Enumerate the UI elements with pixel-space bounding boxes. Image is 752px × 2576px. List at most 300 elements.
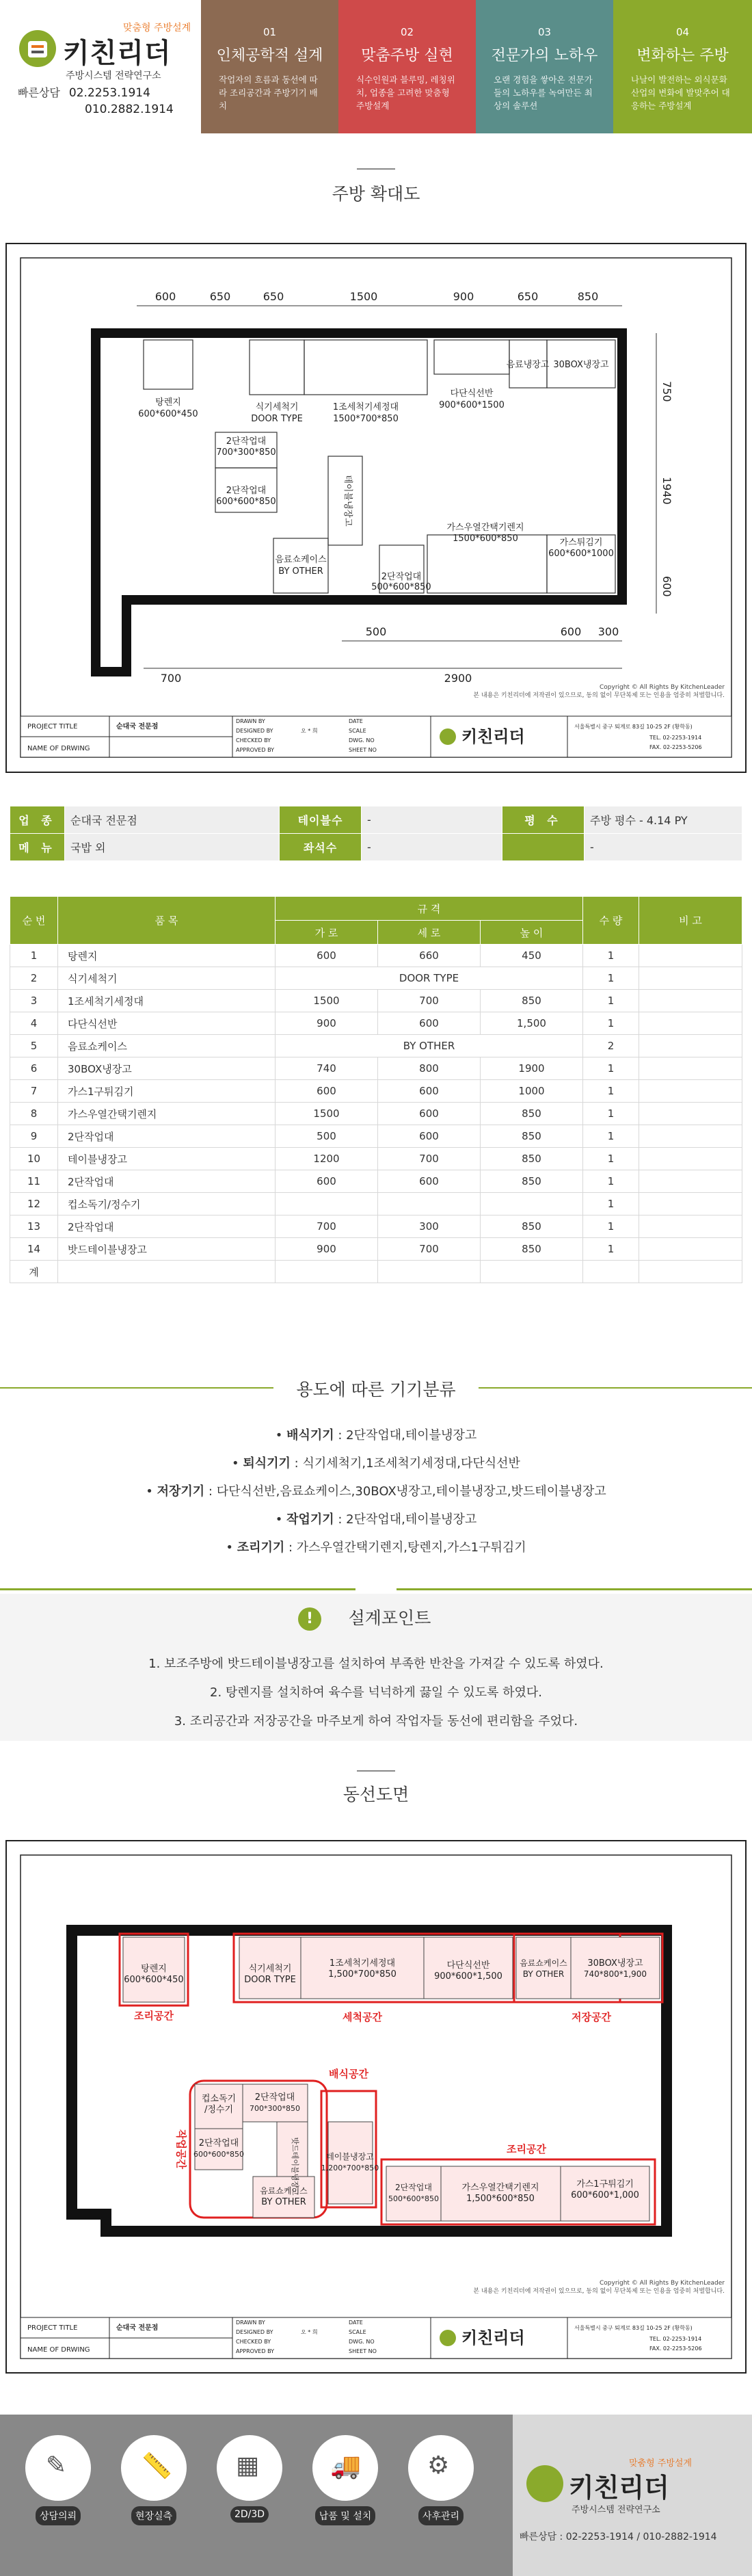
cell-note xyxy=(639,1012,742,1035)
cell-no: 2 xyxy=(10,967,58,990)
tb-fax: FAX. 02-2253-5206 xyxy=(649,2345,702,2352)
cell-qty: 1 xyxy=(583,1148,639,1170)
brand-logo[interactable] xyxy=(0,0,198,133)
footer-btn-delivery[interactable] xyxy=(308,2435,383,2545)
flow-label: 컵소독기 xyxy=(201,2094,237,2104)
cell-height: 850 xyxy=(481,1215,583,1238)
flow-spec: DOOR TYPE xyxy=(244,1975,296,1985)
cell-width xyxy=(276,1261,378,1283)
flow-spec: 1,500*700*850 xyxy=(328,1969,397,1980)
tb-sheet: SHEET NO xyxy=(349,2348,377,2354)
cell-depth: 700 xyxy=(378,990,481,1012)
zone-washing: 세척공간 xyxy=(343,2011,382,2023)
cell-qty: 1 xyxy=(583,1103,639,1125)
col-spec: 규 격 xyxy=(276,897,583,921)
col-height: 높 이 xyxy=(481,921,583,945)
footer-btn-consult[interactable] xyxy=(21,2435,96,2545)
dp-line-left xyxy=(0,1588,355,1590)
footer-sub: 주방시스템 전략연구소 xyxy=(572,2505,660,2515)
cell-no: 13 xyxy=(10,1215,58,1238)
feature-title: 맞춤주방 실현 xyxy=(361,47,453,64)
footer-btn-label: 납품 및 설치 xyxy=(315,2506,376,2525)
table-row xyxy=(10,1057,742,1080)
info-label-menu: 메 뉴 xyxy=(10,834,65,861)
tb-brand: 키친리더 xyxy=(461,2328,525,2348)
zone-cooking-1: 조리공간 xyxy=(134,2010,174,2022)
dim-top-6: 650 xyxy=(517,290,539,303)
table-row xyxy=(10,1170,742,1193)
tb-date: DATE xyxy=(349,2319,363,2326)
cell-note xyxy=(639,1148,742,1170)
feature-desc: 작업자의 흐름과 동선에 따라 조리공간과 주방기기 배치 xyxy=(219,75,318,111)
cell-no: 3 xyxy=(10,990,58,1012)
flow-label: 다단식선반 xyxy=(446,1960,490,1971)
dim-bottom-2: 600 xyxy=(560,625,582,638)
cell-item: 가스1구튀김기 xyxy=(58,1080,276,1103)
tb-designed: DESIGNED BY xyxy=(236,2329,273,2335)
flow-label: 가스우열간택기렌지 xyxy=(461,2183,539,2193)
table-row xyxy=(10,1103,742,1125)
dim-bottom-3: 300 xyxy=(597,625,619,638)
eq-spec: 1500*700*850 xyxy=(333,414,399,424)
flow-spec: 500*600*850 xyxy=(388,2194,439,2203)
cell-qty: 1 xyxy=(583,1170,639,1193)
zone-cooking-2: 조리공간 xyxy=(507,2143,546,2155)
dim-bottom-4: 700 xyxy=(160,672,182,685)
cell-note xyxy=(639,967,742,990)
consult-phone-1: 02.2253.1914 xyxy=(68,86,150,100)
eq-label: 가스튀김기 xyxy=(559,538,603,548)
cell-item xyxy=(58,1261,276,1283)
zone-serving: 배식공간 xyxy=(329,2068,368,2080)
table-row xyxy=(10,1148,742,1170)
col-item: 품 목 xyxy=(58,897,276,945)
cell-width xyxy=(276,1193,378,1215)
cell-width: 1200 xyxy=(276,1148,378,1170)
footer-btn-2d3d[interactable] xyxy=(212,2435,287,2545)
copyright-note: 본 내용은 키친리더에 저작권이 있으므로, 동의 없이 무단복제 또는 인용을 엄중히 처벌합니다. xyxy=(473,2288,725,2295)
footer-logo-icon xyxy=(526,2465,563,2502)
col-no: 순 번 xyxy=(10,897,58,945)
dim-top-1: 600 xyxy=(155,290,176,303)
tb-address: 서울특별시 중구 퇴계로 83길 10-25 2F (황학동) xyxy=(574,724,693,730)
feature-card-2[interactable] xyxy=(338,0,476,133)
tb-scale: SCALE xyxy=(349,2329,366,2335)
cell-no: 11 xyxy=(10,1170,58,1193)
cell-item: 2단작업대 xyxy=(58,1215,276,1238)
tb-project-label: PROJECT TITLE xyxy=(27,2324,78,2332)
flow-spec: /정수기 xyxy=(204,2105,234,2115)
col-note: 비 고 xyxy=(639,897,742,945)
table-row xyxy=(10,945,742,967)
cell-depth xyxy=(378,1261,481,1283)
cell-width: 1500 xyxy=(276,990,378,1012)
eq-label: 다단식선반 xyxy=(450,389,494,399)
cell-depth: 660 xyxy=(378,945,481,967)
dim-top-7: 850 xyxy=(577,290,599,303)
feature-card-1[interactable] xyxy=(201,0,338,133)
col-width: 가 로 xyxy=(276,921,378,945)
cell-depth xyxy=(378,1193,481,1215)
cell-qty: 1 xyxy=(583,1193,639,1215)
tb-designer: 오 * 희 xyxy=(301,2329,318,2335)
cell-qty: 1 xyxy=(583,967,639,990)
logo-subtitle: 주방시스템 전략연구소 xyxy=(66,70,161,81)
footer-contact: 빠른상담 : 02-2253-1914 / 010-2882-1914 xyxy=(520,2532,717,2542)
cell-spec-span: BY OTHER xyxy=(276,1035,583,1057)
table-row xyxy=(10,1035,742,1057)
table-row xyxy=(10,1238,742,1261)
footer-btn-label: 사후관리 xyxy=(418,2506,464,2525)
tb-project-title: 순대국 전문점 xyxy=(116,723,159,731)
cell-item: 테이블냉장고 xyxy=(58,1148,276,1170)
info-value-menu: 국밥 외 xyxy=(65,834,280,861)
tb-designer: 오 * 희 xyxy=(301,728,318,734)
kitchen-plan-drawing xyxy=(5,243,747,773)
cell-note xyxy=(639,1238,742,1261)
info-value-area: 주방 평수 - 4.14 PY xyxy=(585,806,742,834)
cell-spec-span: DOOR TYPE xyxy=(276,967,583,990)
usage-item: • 저장기기 : 다단식선반,음료쇼케이스,30BOX냉장고,테이블냉장고,밧드테이블냉장고 xyxy=(146,1484,606,1499)
kitchen-plan-svg xyxy=(7,244,745,772)
cell-width: 900 xyxy=(276,1238,378,1261)
cell-qty: 1 xyxy=(583,1215,639,1238)
table-row xyxy=(10,1215,742,1238)
dim-right-1: 750 xyxy=(660,381,673,402)
footer-btn-label: 상담의뢰 xyxy=(36,2506,81,2525)
cell-no: 10 xyxy=(10,1148,58,1170)
cell-no: 1 xyxy=(10,945,58,967)
tb-name-label: NAME OF DRWING xyxy=(27,745,90,752)
cell-item: 밧드테이블냉장고 xyxy=(58,1238,276,1261)
eq-spec: DOOR TYPE xyxy=(251,414,303,424)
flow-spec: 1,200*700*850 xyxy=(321,2164,379,2172)
cell-height: 850 xyxy=(481,1125,583,1148)
eq-spec: 700*300*850 xyxy=(216,447,276,458)
feature-title: 변화하는 주방 xyxy=(636,47,729,64)
tb-drawn: DRAWN BY xyxy=(236,718,265,724)
cell-item: 가스우열간택기렌지 xyxy=(58,1103,276,1125)
cell-height xyxy=(481,1261,583,1283)
quick-consult xyxy=(18,85,174,118)
table-row xyxy=(10,1261,742,1283)
tb-name-label: NAME OF DRWING xyxy=(27,2346,90,2354)
cell-item: 음료쇼케이스 xyxy=(58,1035,276,1057)
eq-label: 식기세척기 xyxy=(255,402,299,412)
info-value-extra: - xyxy=(585,834,742,861)
tb-sheet: SHEET NO xyxy=(349,747,377,753)
equipment-spec-table xyxy=(10,896,742,1283)
flow-plan-svg xyxy=(7,1841,745,2372)
col-qty: 수 량 xyxy=(583,897,639,945)
table-row xyxy=(10,1125,742,1148)
eq-label: 2단작업대 xyxy=(226,486,267,496)
tb-checked: CHECKED BY xyxy=(236,2339,271,2345)
tb-drawn: DRAWN BY xyxy=(236,2319,265,2326)
cell-qty: 1 xyxy=(583,1012,639,1035)
cell-depth: 600 xyxy=(378,1103,481,1125)
tb-fax: FAX. 02-2253-5206 xyxy=(649,744,702,750)
tb-designed: DESIGNED BY xyxy=(236,728,273,734)
consult-phone-2: 010.2882.1914 xyxy=(85,103,174,116)
cell-depth: 300 xyxy=(378,1215,481,1238)
truck-icon: 🚚 xyxy=(312,2435,378,2501)
cell-qty: 1 xyxy=(583,1238,639,1261)
cell-note xyxy=(639,1035,742,1057)
eq-spec: 600*600*850 xyxy=(216,497,276,507)
cell-qty xyxy=(583,1261,639,1283)
eq-spec: 600*600*1000 xyxy=(548,549,614,559)
flow-spec: 900*600*1,500 xyxy=(434,1971,502,1982)
flow-label: 30BOX냉장고 xyxy=(587,1958,643,1969)
info-value-upjong: 순대국 전문점 xyxy=(65,806,280,834)
cell-no: 4 xyxy=(10,1012,58,1035)
table-row xyxy=(10,1012,742,1035)
design-point-item: 3. 조리공간과 저장공간을 마주보게 하여 작업자들 동선에 편리함을 주었다. xyxy=(174,1714,578,1729)
table-row xyxy=(10,1080,742,1103)
design-point-item: 1. 보조주방에 밧드테이블냉장고를 설치하여 부족한 반찬을 가져갈 수 있도록 하였다. xyxy=(148,1657,604,1671)
cell-height: 850 xyxy=(481,1103,583,1125)
flow-spec: 740*800*1,900 xyxy=(583,1969,647,1979)
logo-text: 키친리더 xyxy=(63,38,172,69)
flow-plan-drawing xyxy=(5,1840,747,2374)
usage-item: • 조리기기 : 가스우열간택기렌지,탕렌지,가스1구튀김기 xyxy=(226,1540,526,1555)
dim-top-3: 650 xyxy=(263,290,284,303)
flow-label: 2단작업대 xyxy=(394,2183,433,2192)
project-info-table xyxy=(10,806,742,861)
flow-label: 밧드테이블냉장고 xyxy=(291,2137,299,2196)
header xyxy=(0,0,752,133)
flow-spec: 600*600*450 xyxy=(124,1975,184,1985)
eq-spec: BY OTHER xyxy=(278,566,323,577)
dim-top-2: 650 xyxy=(209,290,231,303)
cell-qty: 1 xyxy=(583,1057,639,1080)
eq-label: 가스우열간택기렌지 xyxy=(446,523,524,533)
cell-no: 7 xyxy=(10,1080,58,1103)
cell-height: 1,500 xyxy=(481,1012,583,1035)
cell-no: 계 xyxy=(10,1261,58,1283)
cell-width: 740 xyxy=(276,1057,378,1080)
flow-label: 2단작업대 xyxy=(198,2138,239,2148)
feature-desc: 식수인원과 블루밍, 레칭위치, 업종을 고려한 맞춤형 주방설계 xyxy=(356,75,455,111)
cell-note xyxy=(639,1170,742,1193)
feature-title: 인체공학적 설계 xyxy=(216,47,323,64)
flow-label: 음료쇼케이스 xyxy=(260,2186,308,2196)
consult-label: 빠른상담 xyxy=(18,86,60,99)
cell-qty: 1 xyxy=(583,1125,639,1148)
eq-spec: 900*600*1500 xyxy=(439,400,505,410)
cell-width: 600 xyxy=(276,1080,378,1103)
design-point-title: 설계포인트 xyxy=(348,1608,431,1628)
cell-width: 700 xyxy=(276,1215,378,1238)
usage-title: 용도에 따른 기기분류 xyxy=(296,1380,456,1399)
tb-address: 서울특별시 중구 퇴계로 83길 10-25 2F (황학동) xyxy=(574,2325,693,2331)
flow-spec: BY OTHER xyxy=(261,2197,306,2207)
cell-depth: 600 xyxy=(378,1012,481,1035)
info-label-seat: 좌석수 xyxy=(280,834,362,861)
info-label-empty xyxy=(502,834,585,861)
title-divider xyxy=(357,168,395,170)
eq-label: 30BOX냉장고 xyxy=(553,360,609,370)
cell-note xyxy=(639,990,742,1012)
cell-depth: 800 xyxy=(378,1057,481,1080)
eq-spec: 1500*600*850 xyxy=(453,534,518,544)
consult-icon: ✎ xyxy=(25,2435,91,2501)
footer-btn-label: 현장실측 xyxy=(131,2506,176,2525)
flow-spec: 1,500*600*850 xyxy=(466,2194,535,2204)
cell-note xyxy=(639,1261,742,1283)
cell-note xyxy=(639,1057,742,1080)
cell-width: 500 xyxy=(276,1125,378,1148)
cell-item: 식기세척기 xyxy=(58,967,276,990)
eq-label: 2단작업대 xyxy=(381,572,422,582)
copyright-note: 본 내용은 키친리더에 저작권이 있으므로, 동의 없이 무단복제 또는 인용을 엄중히 처벌합니다. xyxy=(473,692,725,699)
tb-tel: TEL. 02-2253-1914 xyxy=(649,735,702,741)
cell-height: 850 xyxy=(481,1170,583,1193)
cell-height: 850 xyxy=(481,1148,583,1170)
feature-num: 02 xyxy=(400,26,414,38)
tb-approved: APPROVED BY xyxy=(236,2348,275,2354)
dim-top-4: 1500 xyxy=(349,290,378,303)
spec-body xyxy=(10,945,742,1283)
tb-dwg: DWG. NO xyxy=(349,737,375,744)
cell-no: 12 xyxy=(10,1193,58,1215)
measure-icon: 📏 xyxy=(121,2435,187,2501)
flow-label: 가스1구튀김기 xyxy=(576,2179,634,2190)
cell-depth: 700 xyxy=(378,1148,481,1170)
table-row xyxy=(10,967,742,990)
tb-date: DATE xyxy=(349,718,363,724)
info-label-table: 테이블수 xyxy=(280,806,362,834)
tb-brand: 키친리더 xyxy=(461,727,525,746)
eq-spec: 600*600*450 xyxy=(138,409,198,419)
dp-line-right xyxy=(397,1588,752,1590)
info-label-upjong: 업 종 xyxy=(10,806,65,834)
cell-width: 600 xyxy=(276,945,378,967)
eq-label: 음료쇼케이스 xyxy=(275,555,327,565)
flow-spec: 600*600*1,000 xyxy=(571,2190,639,2200)
design-point-item: 2. 탕렌지를 설치하여 육수를 넉넉하게 끓일 수 있도록 하였다. xyxy=(210,1685,542,1700)
dim-top-5: 900 xyxy=(453,290,474,303)
flow-label: 음료쇼케이스 xyxy=(520,1958,567,1968)
cell-note xyxy=(639,945,742,967)
cell-qty: 1 xyxy=(583,990,639,1012)
section-title-flow: 동선도면 xyxy=(343,1785,409,1804)
dim-bottom-5: 2900 xyxy=(444,672,472,685)
usage-item: • 작업기기 : 2단작업대,테이블냉장고 xyxy=(275,1512,477,1527)
cell-item: 2단작업대 xyxy=(58,1170,276,1193)
flow-label: 탕렌지 xyxy=(141,1964,167,1974)
eq-label: 테이블냉장고 xyxy=(343,475,353,527)
flow-label: 2단작업대 xyxy=(254,2092,295,2103)
cell-height: 1900 xyxy=(481,1057,583,1080)
tb-dwg: DWG. NO xyxy=(349,2339,375,2345)
eq-label: 음료냉장고 xyxy=(506,360,550,370)
title-divider xyxy=(357,1770,395,1772)
cell-height xyxy=(481,1193,583,1215)
cell-no: 8 xyxy=(10,1103,58,1125)
flow-spec: 600*600*850 xyxy=(193,2150,244,2159)
copyright: Copyright © All Rights By KitchenLeader xyxy=(599,2280,725,2287)
info-label-area: 평 수 xyxy=(502,806,585,834)
tb-project-title: 순대국 전문점 xyxy=(116,2324,159,2332)
tb-scale: SCALE xyxy=(349,728,366,734)
cell-note xyxy=(639,1193,742,1215)
usage-item: • 퇴식기기 : 식기세척기,1조세척기세정대,다단식선반 xyxy=(232,1456,520,1471)
footer-slogan: 맞춤형 주방설계 xyxy=(629,2458,693,2469)
alert-icon: ! xyxy=(298,1607,321,1631)
cell-no: 6 xyxy=(10,1057,58,1080)
cell-height: 450 xyxy=(481,945,583,967)
support-icon: ⚙ xyxy=(408,2435,474,2501)
zone-working: 작업공간 xyxy=(175,2129,187,2169)
cell-note xyxy=(639,1125,742,1148)
footer-btn-aftercare[interactable] xyxy=(403,2435,479,2545)
feature-card-4[interactable] xyxy=(613,0,752,133)
cell-item: 다단식선반 xyxy=(58,1012,276,1035)
feature-num: 01 xyxy=(263,26,277,38)
eq-label: 1조세척기세정대 xyxy=(332,402,399,412)
footer-brand-text: 키친리더 xyxy=(569,2473,669,2503)
cell-item: 30BOX냉장고 xyxy=(58,1057,276,1080)
cell-item: 1조세척기세정대 xyxy=(58,990,276,1012)
tb-approved: APPROVED BY xyxy=(236,747,275,753)
cell-no: 5 xyxy=(10,1035,58,1057)
feature-card-3[interactable] xyxy=(476,0,613,133)
blueprint-icon: ▦ xyxy=(217,2435,282,2501)
cell-height: 850 xyxy=(481,1238,583,1261)
usage-list xyxy=(0,1421,752,1562)
tb-project-label: PROJECT TITLE xyxy=(27,723,78,731)
feature-desc: 오랜 경험을 쌓아온 전문가들의 노하우를 녹여만든 최상의 솔루션 xyxy=(494,75,593,111)
flow-label: 식기세척기 xyxy=(248,1964,292,1974)
footer-btn-label: 2D/3D xyxy=(230,2506,269,2523)
section-title-kitchen-plan: 주방 확대도 xyxy=(332,184,420,204)
cell-qty: 2 xyxy=(583,1035,639,1057)
cell-depth: 600 xyxy=(378,1080,481,1103)
table-row xyxy=(10,1193,742,1215)
dim-bottom-1: 500 xyxy=(365,625,387,638)
feature-num: 03 xyxy=(537,26,552,38)
usage-item: • 배식기기 : 2단작업대,테이블냉장고 xyxy=(275,1428,477,1443)
footer-brand[interactable] xyxy=(520,2456,745,2551)
table-row xyxy=(10,990,742,1012)
col-depth: 세 로 xyxy=(378,921,481,945)
logo-chef-icon xyxy=(18,29,57,68)
footer-btn-measure[interactable] xyxy=(116,2435,191,2545)
cell-no: 9 xyxy=(10,1125,58,1148)
cell-depth: 600 xyxy=(378,1125,481,1148)
feature-num: 04 xyxy=(675,26,690,38)
cell-no: 14 xyxy=(10,1238,58,1261)
zone-storage: 저장공간 xyxy=(572,2011,611,2023)
tb-tel: TEL. 02-2253-1914 xyxy=(649,2336,702,2342)
feature-desc: 나날이 발전하는 외식문화 산업의 변화에 발맞추어 대응하는 주방설계 xyxy=(631,75,730,111)
cell-depth: 600 xyxy=(378,1170,481,1193)
eq-label: 탕렌지 xyxy=(155,397,181,408)
cell-width: 600 xyxy=(276,1170,378,1193)
tb-checked: CHECKED BY xyxy=(236,737,271,744)
cell-height: 850 xyxy=(481,990,583,1012)
eq-label: 2단작업대 xyxy=(226,436,267,447)
cell-width: 900 xyxy=(276,1012,378,1035)
info-value-seat: - xyxy=(362,834,502,861)
cell-item: 컵소독기/정수기 xyxy=(58,1193,276,1215)
eq-spec: 500*600*850 xyxy=(371,582,431,592)
cell-note xyxy=(639,1103,742,1125)
info-value-table: - xyxy=(362,806,502,834)
cell-note xyxy=(639,1080,742,1103)
